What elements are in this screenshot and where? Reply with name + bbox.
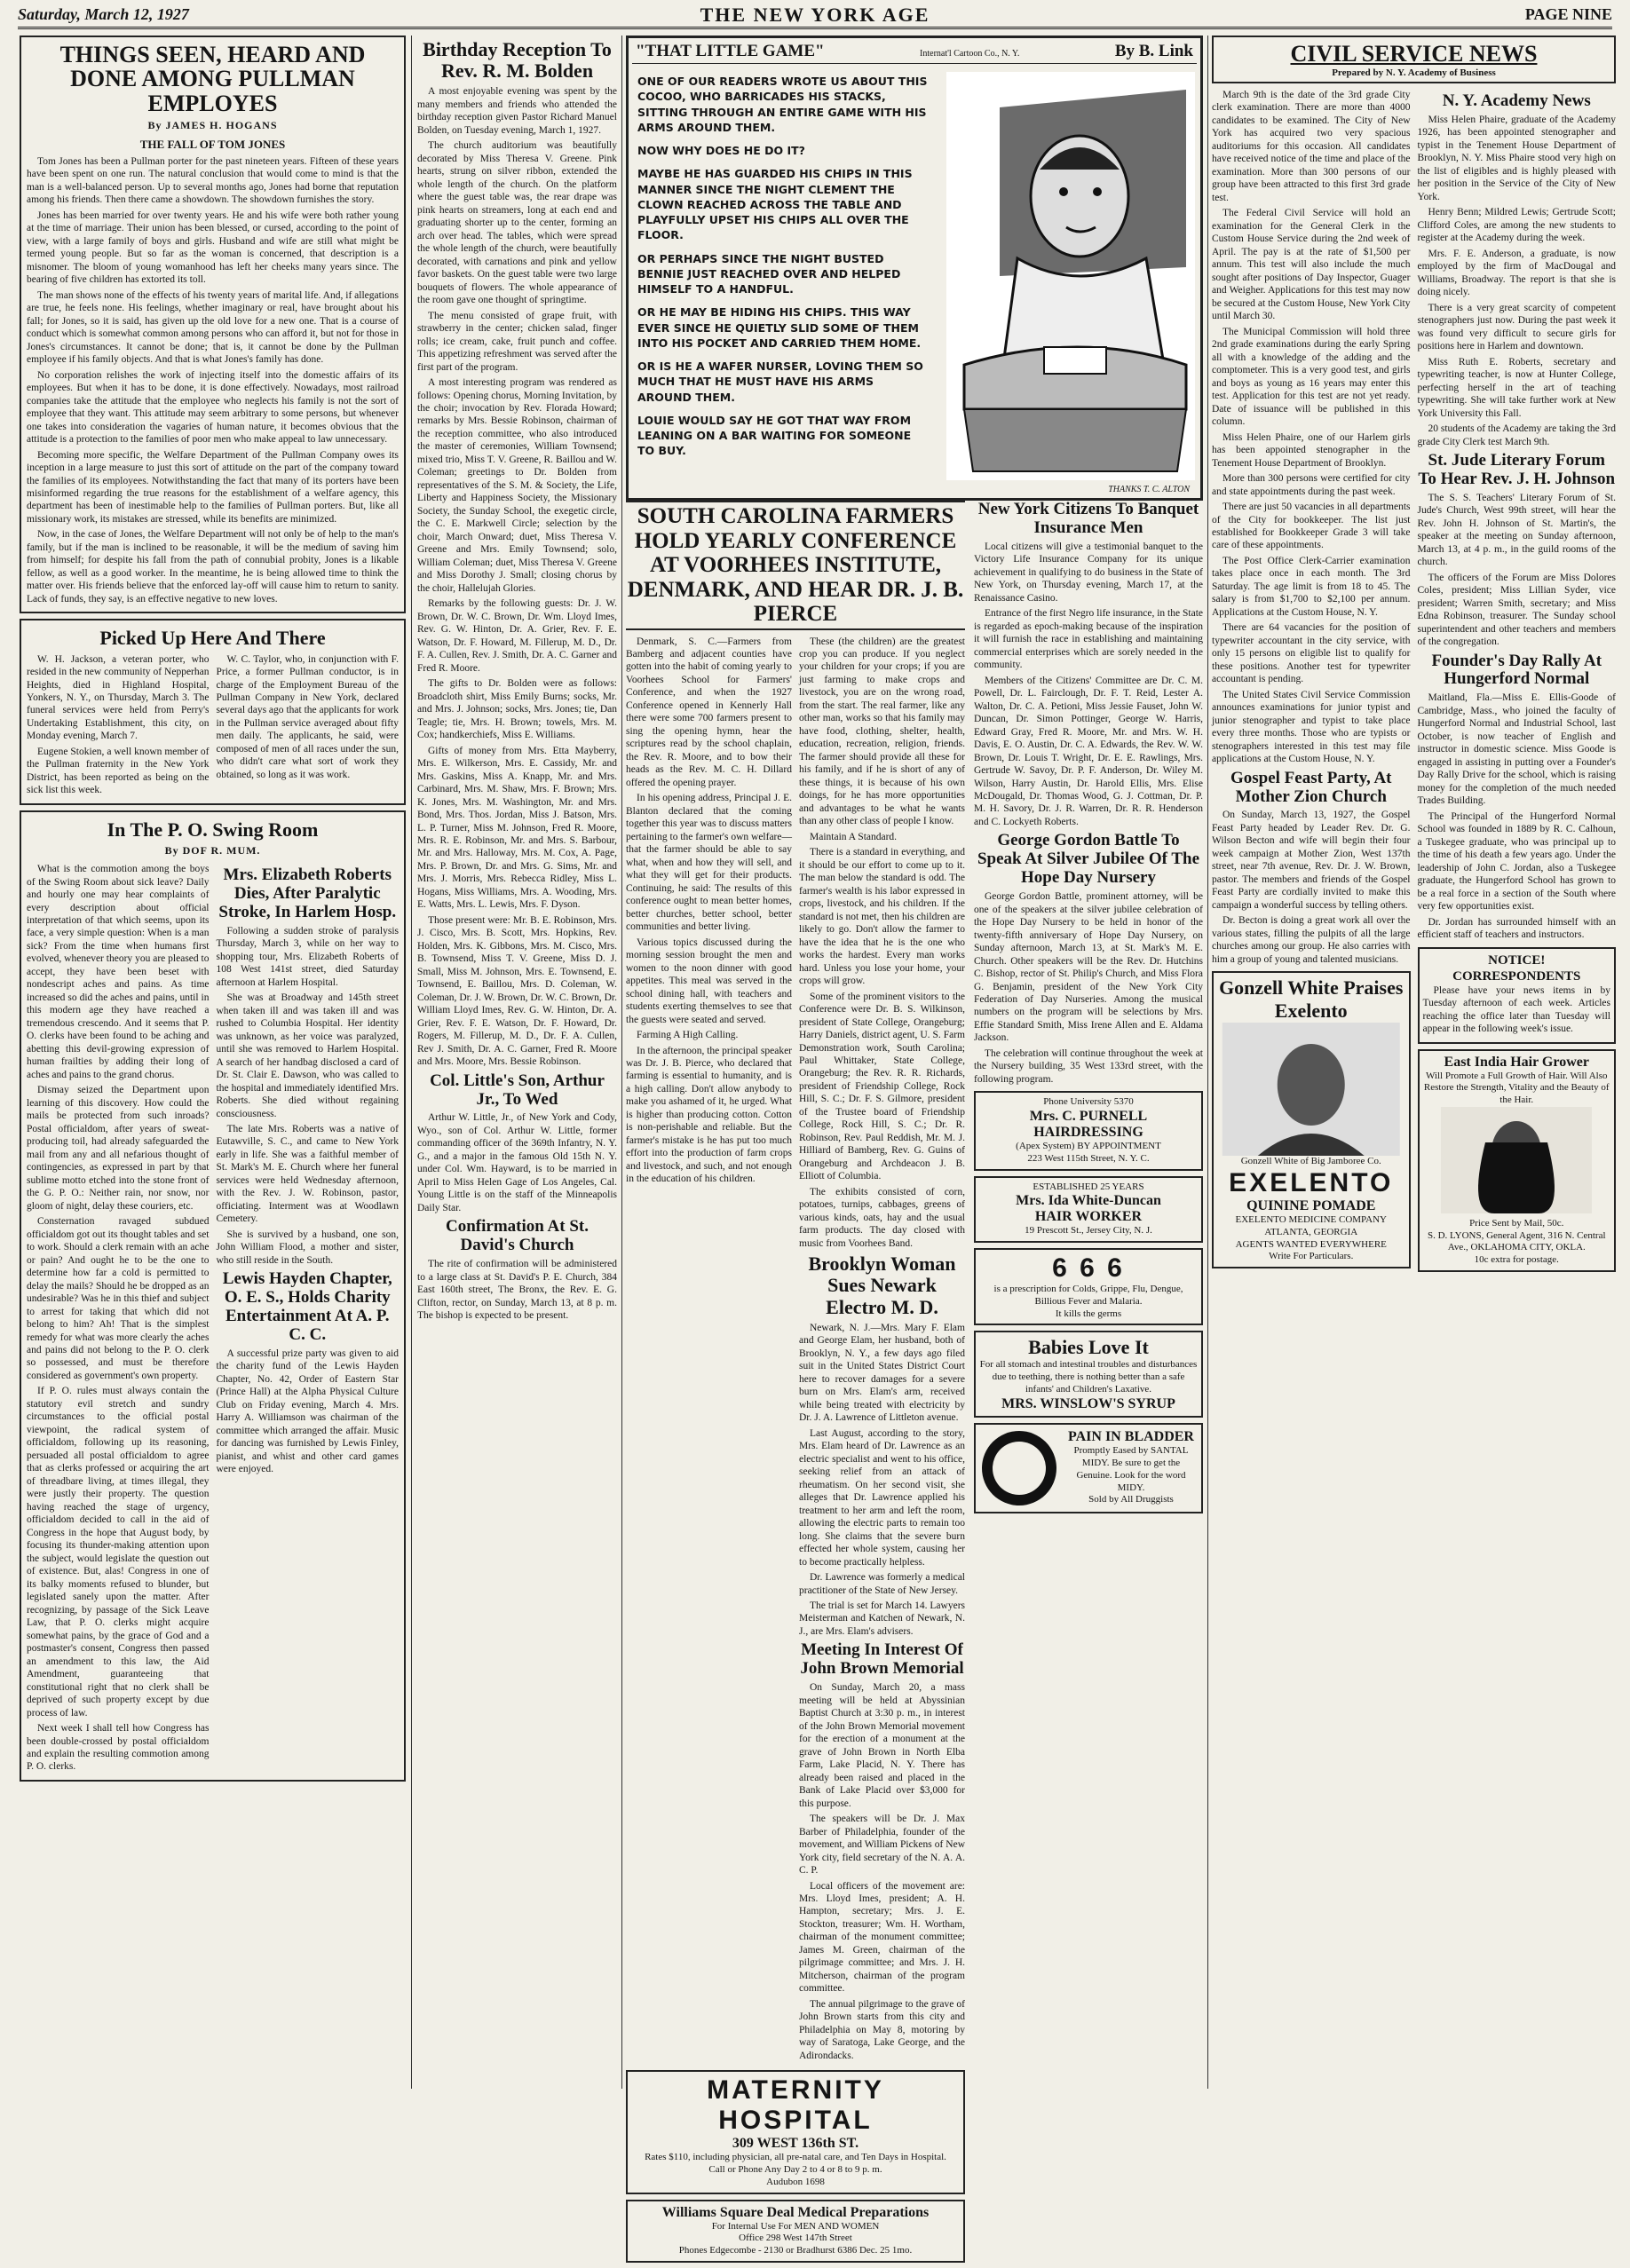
paragraph: Miss Helen Phaire, graduate of the Academy 1926, has been appointed stenographer and typist in the Tenement House Department of Brooklyn, N. Y. Miss Phaire stood very high on the list of eligibles and is highly pleased with her position in the Service of the City of New York. — [1417, 114, 1616, 202]
paragraph: Following a sudden stroke of paralysis Thursday, March 3, while on her way to shopping tour, Mrs. Elizabeth Roberts of 108 West 141st street, died Saturday afternoon at Harlem Hospital. — [216, 925, 399, 988]
ad-title: Williams Square Deal Medical Preparations — [661, 2204, 930, 2220]
santal-midy-ad — [974, 1423, 1203, 1513]
article-body — [1212, 809, 1411, 966]
article-headline: Lewis Hayden Chapter, O. E. S., Holds Charity Entertainment At A. P. C. C. — [222, 1269, 392, 1344]
paragraph: W. C. Taylor, who, in conjunction with F. Price, a former Pullman conductor, is in charge of the Employment Bureau of the Pullman Company in New York, declared several days ago that the applicants for work in the Pullman service averaged about fifty men daily. The applicants, he said, were composed of men of all races under the sun, who didn't care what sort of work they obtained, so long as it was work. — [216, 653, 399, 780]
paragraph: Dr. Jordan has surrounded himself with an efficient staff of teachers and instructors. — [1417, 916, 1616, 941]
article-headline: Confirmation At St. David's Church — [446, 1217, 589, 1255]
paragraph: On Sunday, March 20, a mass meeting will be held at Abyssinian Baptist Church at 3:30 p. m., in interest of the John Brown Memorial movement for the erection of a monument at the grave of John Brown in North Elba Farm, Lake Placid, N. Y. There has already been raised and placed in the Bank of Lake Placid over $3,000 for this purpose. — [799, 1682, 965, 1809]
ad-text: Promptly Eased by SANTAL MIDY. Be sure to get the Genuine. Look for the word MIDY. — [1073, 1445, 1189, 1493]
notice-text: Please have your news items in by Tuesday afternoon of each week. Articles reaching the office later than Tuesday will appear in the following week's issue. — [1422, 984, 1610, 1035]
ad-title: Mrs. Ida White-Duncan — [1016, 1193, 1161, 1209]
paragraph: Newark, N. J.—Mrs. Mary F. Elam and George Elam, her husband, both of Brooklyn, N. Y., a few days ago filed suit in the United States District Court here to recover damages for a severe burn on Mrs. Elam's arm, received while being treated with electricity by Dr. J. A. Lawrence of Littleton avenue. — [799, 1322, 965, 1424]
ad-address: 19 Prescott St., Jersey City, N. J. — [1025, 1225, 1152, 1237]
paragraph: The menu consisted of grape fruit, with strawberry in the center; chicken salad, finger rolls; ice cream, cake, fruit punch and coffee. This appetizing refreshment was served after the first part of the program. — [417, 310, 617, 373]
ad-phone: Phones Edgecombe - 2130 or Bradhurst 6386 Dec. 25 1mo. — [678, 2245, 913, 2256]
masthead — [18, 4, 1612, 29]
cartoon-caption: NOW WHY DOES HE DO IT? — [637, 144, 805, 157]
farmers-article — [626, 497, 965, 2268]
paragraph: The gifts to Dr. Bolden were as follows: Broadcloth shirt, Miss Emily Burns; socks, Mr. and Mrs. J. Johnson; socks, Mrs. Jones; tie, Dan Teagle; tie, Mrs. H. Brown; towels, Mrs. M. Cox; handkerchiefs, Miss E. Williams. — [417, 678, 617, 741]
paragraph: The annual pilgrimage to the grave of John Brown starts from this city and Philadelphia on May 8, motoring by way of Saratoga, Lake George, and the Adirondacks. — [799, 1998, 965, 2061]
article-body — [974, 541, 1203, 829]
article-body — [1418, 691, 1617, 941]
ad-trade: HAIRDRESSING — [1033, 1125, 1143, 1141]
paragraph: Miss Helen Phaire, one of our Harlem girls has been appointed stenographer in the Tenement House Department of Brooklyn. — [1212, 431, 1411, 469]
paragraph: A most interesting program was rendered as follows: Opening chorus, Morning Invitation, by the choir; invocation by Rev. Florada Howard; remarks by Mrs. Bessie Robinson, chairman of the reception committee, who also introduced the master of ceremonies, William Townsend; mixed trio, Miss T. V. Greene, R. Baillou and W. Coleman; greetings to Dr. Bolden from representatives of the S. M. & Society, the Life, Liberty and Happiness Society, the Missionary Society, the Sunday School, the exegetic circle, the C. E. Markwell Circle; selection by the choir, March Onward; duet, Miss Theresa V. Greene and Mrs. Emily Townsend; solo, William Coleman; duet, Miss Theresa V. Greene and Miss Dorothy J. Small; closing chorus by the choir, Hallelujah Glories. — [417, 377, 617, 594]
paragraph: In his opening address, Principal J. E. Blanton declared that the coming together this year was to discuss matters pertaining to the farmer's own welfare—that the farmer should be able to say what, when and how they will sell, and what they will get for their products. Continuing, he said: The results of this conference ought to mean better homes, better churches, better school, better communities and better living. — [626, 793, 792, 933]
article-headline: In The P. O. Swing Room — [107, 818, 319, 841]
paragraph: There is a very great scarcity of competent stenographers just now. During the past week it was found very difficult to secure girls for positions here in Harlem and downtown. — [1417, 302, 1616, 352]
paragraph: Remarks by the following guests: Dr. J. W. Brown, Dr. W. C. Brown, Dr. Wm. Lloyd Imes, Rev. G. W. Hinton, Dr. A. Grier, Rev. F. E. Watson, Dr. F. Howard, M. Fillerup, M. D., Dr. F. A. Cullen, Rev. J. Smith, Dr. A. C. Garner and Fred R. Moore. — [417, 598, 617, 674]
ad-text: AGENTS WANTED EVERYWHERE — [1235, 1238, 1387, 1250]
article-body — [417, 1258, 617, 1322]
column-left — [20, 36, 406, 2089]
gonzell-white-portrait — [1217, 1023, 1405, 1156]
article-headline: Founder's Day Rally At Hungerford Normal — [1431, 651, 1602, 689]
paragraph: Arthur W. Little, Jr., of New York and Cody, Wyo., son of Col. Arthur W. Little, former commanding officer of the 369th Infantry, N. Y. G., and a major in the famous Old 15th N. Y. under Col. Wm. Hayward, is to be married in April to Miss Helen Gage of Los Angeles, Cal. Young Little is on the staff of the Minneapolis Daily Star. — [417, 1112, 617, 1213]
purnell-hairdressing-ad — [974, 1091, 1203, 1170]
card-player-illustration — [946, 72, 1195, 480]
ad-trade: HAIR WORKER — [1034, 1209, 1143, 1225]
ad-brand: MRS. WINSLOW'S SYRUP — [1001, 1395, 1175, 1411]
paragraph: Tom Jones has been a Pullman porter for the past nineteen years. Fifteen of these years have been spent on one run. The natural conclusion that would come to mind is that the man is a well-balanced person. Up to several months ago, Jones had borne that reputation among his friends. Then there came a showdown. The showdown furnishes the story. — [27, 155, 399, 206]
paragraph: Consternation ravaged subdued officialdom got out its thought tables and set to work. Should a clerk remain with an ache or pain? And ought he to be the one to determine how far a cold is permitted to delay the mails? Should he be dropped as an undesirable? Was he in this thief and subject to arrest for taking that which did not belong to him? Ah! That is the simplest remedy for what was more clearly the aches and pains did not belong to the P. O. clerk so possessed, and must be therefore considered as government's own property. — [27, 1216, 210, 1381]
paragraph: Becoming more specific, the Welfare Department of the Pullman Company owes its inception in a large measure to just this sort of attitude on the part of the company toward the families of its employees. Notwithstanding the fact that many of its porters have been misinformed regarding the true reasons for the establishment of a welfare agency, this department has been of inestimable help to the families of Pullman porters. But, like all missionary work, its mistakes are stressed, while its benefits are minimized. — [27, 449, 399, 525]
santal-midy-logo — [979, 1428, 1059, 1508]
ad-text: is a prescription for Colds, Grippe, Flu, Dengue, Billious Fever and Malaria. — [993, 1284, 1183, 1307]
cartoon-title: "THAT LITTLE GAME" — [636, 42, 825, 60]
civil-service-header — [1212, 36, 1616, 83]
article-body — [417, 85, 617, 1068]
cartoon-caption: MAYBE HE HAS GUARDED HIS CHIPS IN THIS MANNER SINCE THE NIGHT CLEMENT THE CLOWN REACHED ACROSS THE TABLE AND PLAYFULLY UPSET HIS CHIPS ALL OVER THE FLOOR. — [637, 167, 913, 242]
cartoon-caption: LOUIE WOULD SAY HE GOT THAT WAY FROM LEANING ON A BAR WAITING FOR SOMEONE TO BUY. — [637, 413, 912, 458]
article-body — [1418, 492, 1617, 649]
paragraph: The Principal of the Hungerford Normal School was founded in 1889 by R. C. Calhoun, a Tuskegee graduate, who was principal up to the time of his death a few years ago. Under the leadership of John C. Jordan, also a Tuskegee graduate, the Hungerford School has grown to be a real force in a section of the South where very few opportunities exist. — [1417, 810, 1616, 913]
cartoon-caption: OR IS HE A WAFER NURSER, LOVING THEM SO MUCH THAT HE MUST HAVE HIS ARMS AROUND THEM. — [637, 360, 923, 404]
paragraph: No corporation relishes the work of injecting itself into the domestic affairs of its employees. But when it has to be done, it is done effectively. Nowadays, most railroad companies take the attitude that the employee who neglects his family is not the sort of employee that they want. This attitude may seem arbitrary to some persons, but whenever one takes into consideration the vagaries of human nature, it becomes obvious that the attitude is a protection to the families of poor men who make appeal to law unnecessary. — [27, 369, 399, 446]
cartoon-syndicate: Internat'l Cartoon Co., N. Y. — [920, 49, 1020, 59]
article-headline: New York Citizens To Banquet Insurance Men — [977, 500, 1199, 537]
ad-text: For Internal Use For MEN AND WOMEN — [711, 2220, 880, 2232]
ad-text: ESTABLISHED 25 YEARS — [1033, 1181, 1144, 1192]
center-block — [626, 36, 1203, 2256]
paragraph: There are 64 vacancies for the position of typewriter accountant in the city service, with only 15 persons on eligible list to qualify for these positions. Another test for typewriter accountant is pending. — [1212, 622, 1411, 685]
paragraph: The Federal Civil Service will hold an examination for the General Clerk in the Custom House Service during the 2nd week of April. The pay is at the rate of $1,500 per annum. This test will also include the much sought after positions of Day Inspector, Guager and Weigher. Applications for this test may now be secured at the Custom House, New York City until March 30. — [1212, 208, 1411, 322]
paragraph: Local officers of the movement are: Mrs. Lloyd Imes, president; A. H. Hampton, secretary; Mrs. J. E. Stockton, treasurer; Wm. H. Wortham, chairman of the monument committee; James M. Green, chairman of the pilgrimage committee; and Mrs. J. H. Mitcherson, chairman of the program committee. — [799, 1880, 965, 1995]
ad-phone: Audubon 1698 — [766, 2176, 825, 2187]
article-headline: SOUTH CAROLINA FARMERS HOLD YEARLY CONFERENCE AT VOORHEES INSTITUTE, DENMARK, AND HEAR DR. J. B. PIERCE — [627, 504, 964, 626]
article-body — [27, 155, 399, 605]
section-title: CIVIL SERVICE NEWS — [1290, 41, 1538, 67]
cartoon-credit: THANKS T. C. ALTON — [1108, 485, 1190, 494]
article-body — [27, 653, 399, 800]
paragraph: Members of the Citizens' Committee are Dr. C. M. Powell, Dr. L. Fairclough, Dr. F. T. Reid, Lester A. Walton, Dr. C. A. Petioni, Miss Jessie Fauset, John W. Duncan, Dr. Simon Pottinger, George W. Harris, Edward Gray, Fred R. Moore, Mr. and Mrs. W. H. Davis, E. O. Austin, Dr. C. A. Edwards, the Rev. W. W. Brown, Dr. Louis T. Wright, Dr. E. E. Rawlings, Mrs. Gertrude W. Savoy, Dr. P. F. Anderson, Dr. Wiley M. Wilson, Harry Austin, Dr. Harold Ellis, Mrs. Elise McDougald, Dr. Thomas Wood, G. J. Cottman, Dr. P. M. H. Savory, Dr. J. R. Warren, Dr. R. R. Henderson and C. Lockyeth Roberts. — [974, 675, 1203, 827]
column-right — [1212, 36, 1616, 2089]
paragraph: Dr. Lawrence was formerly a medical practitioner of the State of New Jersey. — [799, 1572, 965, 1596]
cartoon-captions — [637, 74, 930, 467]
civil-service-body — [1212, 89, 1411, 766]
paragraph: Those present were: Mr. B. E. Robinson, Mrs. J. Cisco, Mrs. B. Scott, Mrs. Hopkins, Rev. Holden, Mrs. K. Gibbons, Mrs. M. Cisco, Mrs. B. Townsend, Miss T. V. Greene, Miss D. J. Small, Miss M. Johnson, Mrs. E. Townsend, E. Townsend, E. Baillou, Mrs. D. Coleman, W. Coleman, Dr. J. W. Brown, Dr. W. C. Brown, Dr. William Lloyd Imes, Rev. G. W. Hinton, Dr. A. Grier, Rev. F. E. Watson, Dr. F. Howard, Dr. Rogers, M. Fillerup, M. D., Dr. F. A. Cullen, Rev J. Smith, Dr. A. C. Garner, Fred R. Moore and Mrs. Moore, Mrs. Bessie Robinson. — [417, 914, 617, 1068]
paragraph: The late Mrs. Roberts was a native of Eutawville, S. C., and came to New York early in life. She was a faithful member of St. Mark's M. E. Church where her funeral services were held Wednesday afternoon, with the Rev. J. W. Robinson, pastor, officiating. Interment was at Woodlawn Cemetery. — [216, 1124, 399, 1225]
article-headline: Mrs. Elizabeth Roberts Dies, After Paralytic Stroke, In Harlem Hosp. — [218, 865, 397, 921]
ad-text: S. D. LYONS, General Agent, 316 N. Central Ave., OKLAHOMA CITY, OKLA. — [1427, 1229, 1606, 1253]
paragraph: Local citizens will give a testimonial banquet to the Victory Life Insurance Company for its unique achievement in qualifying to do business in the State of New York, on Thursday evening, March 17, at the Renaissance Casino. — [974, 541, 1203, 604]
column-rule — [1207, 36, 1208, 2089]
ad-text: 10c extra for postage. — [1474, 1254, 1559, 1266]
ad-text: Will Promote a Full Growth of Hair. Will Also Restore the Strength, Vitality and the Beauty of the Hair. — [1423, 1070, 1610, 1106]
ad-price: Price Sent by Mail, 50c. — [1469, 1217, 1564, 1229]
article-headline: Col. Little's Son, Arthur Jr., To Wed — [430, 1071, 605, 1109]
paragraph: On Sunday, March 13, 1927, the Gospel Feast Party headed by Leader Rev. Dr. G. Wilson Becton and wife will begin their four week campaign at Mother Zion, West 137th street, near 7th avenue, Rev. Dr. J. W. Brown, pastor. The members and friends of the Gospel Feast Party are cordially invited to make this campaign a wonderful success by telling others. — [1212, 810, 1411, 911]
paragraph: She was at Broadway and 145th street when taken ill and was taken ill and was rushed to Columbia Hospital. Her identity was unknown, as her voice was paralyzed, until she was removed to Harlem Hospital. A search of her handbag disclosed a card of Dr. St. Clair E. Dawson, who was called to the hospital and immediately identified Mrs. Roberts. She died without regaining consciousness. — [216, 992, 399, 1119]
ad-text: Sold by All Druggists — [1088, 1494, 1174, 1505]
article-body — [27, 863, 210, 1776]
ad-address: 309 WEST 136th ST. — [732, 2136, 859, 2152]
paragraph: W. H. Jackson, a veteran porter, who resided in the new community of Nepperhan Heights, died in Highland Hospital, Yonkers, N. Y., on Thursday, March 3. The funeral services were held from Perry's Undertaking Establishment, this city, on Monday evening, March 7. — [27, 653, 210, 742]
exelento-ad — [1212, 971, 1411, 1268]
swing-room-article — [20, 810, 406, 1782]
ad-phone: Phone University 5370 — [1043, 1096, 1134, 1108]
paragraph: The man shows none of the effects of his twenty years of marital life. And, if allegations are true, he feels none. His feelings, whether imaginary or real, have brought about his fall; for Jones, so it is said, has given up the old love for a new one. That is a course of conduct which is somewhat common among persons who can afford it, but not for those in Jones's circumstances. It cannot be done; that is, it cannot be done by the Pullman employee if his family objects. And that is what Jones's family has done. — [27, 289, 399, 366]
page-number: PAGE NINE — [1524, 5, 1612, 23]
ad-product: QUININE POMADE — [1246, 1198, 1376, 1214]
article-body — [799, 636, 965, 1251]
byline: By DOF R. MUM. — [164, 844, 261, 857]
paragraph: The exhibits consisted of corn, potatoes, turnips, cabbages, greens of various kinds, oats, hay and the usual farm products. The day closed with music from Voorhees Band. — [799, 1186, 965, 1249]
paragraph: Farming A High Calling. — [637, 1030, 739, 1041]
paragraph: These (the children) are the greatest crop you can produce. If you neglect your children for your crops; if you are just farming to make crops and livestock, you are on the wrong road, from the start. The real farmer, like any other man, works so that his family may have food, clothing, shelter, health, education, recreation, religion, friends. The farmer should provide all these for his family, and if he is short of any of these things, it is because of his own doings, for he has more opportunities and advantages to be what he wants than any other class of people I know. — [799, 636, 965, 827]
article-headline: Meeting In Interest Of John Brown Memorial — [800, 1640, 964, 1679]
woman-portrait — [1441, 1107, 1592, 1213]
duncan-hair-ad — [974, 1176, 1203, 1244]
picked-up-article — [20, 619, 406, 805]
paragraph: Denmark, S. C.—Farmers from Bamberg and adjacent counties have gotten into the habit of coming yearly to Voorhees School for Farmers' Conference, and when the 1927 Conference opened in Kennerly Hall there were some 700 farmers present to sing the opening hymn, hear the scriptures read by the school chaplain, the Rev. R. Moore, and to bow their heads as the Rev. M. C. H. Dillard offered the opening prayer. — [626, 636, 792, 788]
paragraph: There is a standard in everything, and it should be our effort to come up to it. The man below the standard is odd. The farmer's wealth is his labor expressed in crops, livestock, and his children. If the standard is not met, then his children are likely to go. Don't allow the farmer to have the idea that he is the one who works the hardest. Every man works hard. Unless you lose your home, your crops will grow. — [799, 847, 965, 987]
cartoon-panel — [626, 36, 1203, 501]
byline: By JAMES H. HOGANS — [147, 118, 278, 131]
paragraph: A successful prize party was given to aid the charity fund of the Lewis Hayden Chapter, No. 42, Order of Eastern Star (Prince Hall) at the Alpha Physical Culture Club on Friday evening, March 4. Mrs. Harry A. Williamson was chairman of the committee which arranged the affair. Music for dancing was furnished by Lewis Finley, pianist, and whist and other card games were enjoyed. — [216, 1347, 399, 1475]
cartoon-caption: OR PERHAPS SINCE THE NIGHT BUSTED BENNIE JUST REACHED OVER AND HELPED HIMSELF TO A HANDFUL. — [637, 251, 901, 296]
article-body — [974, 890, 1203, 1086]
paragraph: If P. O. rules must always contain the statutory evil stretch and sundry circumstances to the official postal viewpoint, the radical system of officialdom, following up its reasoning, persuaded all postal officialdom to agree that as clerks professed or acquiring the art of threadbare living, at times illegal, they were justly their property. The question having reached the stage of urgency, officialdom decided to call in the aid of Congress in the hope that August body, by focusing its thunder-making attention upon the subject, would legislate the question out of existence. But, alas! Congress in one of its balky moments refused to blunder, but legislated sanely upon the matter. After recognizing, by passage of the Sick Leave Law, that P. O. clerks might acquire somewhat pains, by the grace of God and a postmaster's consent, Congress then passed an amendment to this law, the Aid Amendment, guaranteeing that constitutional right that no clerk shall be deprived of such property except by due process of law. — [27, 1386, 210, 1719]
article-headline: St. Jude Literary Forum To Hear Rev. J. H. Johnson — [1418, 451, 1616, 488]
paragraph: The trial is set for March 14. Lawyers Meisterman and Katchen of Newark, N. J., are Mrs. Elam's advisers. — [799, 1600, 965, 1637]
newspaper-title: THE NEW YORK AGE — [700, 4, 930, 26]
paragraph: Entrance of the first Negro life insurance, in the State is regarded as epoch-making because of the inspiration it will furnish the race in establishing and maintaining commercial enterprises which are sorely needed in the community. — [974, 608, 1203, 671]
ad-address: 223 West 115th Street, N. Y. C. — [1027, 1152, 1150, 1164]
paragraph: The Post Office Clerk-Carrier examination takes place once in each month. The 3rd Saturday. The age limit is from 18 to 45. The salary is from $1,700 to $2,100 per annum. Applications at the Custom House, N. Y. — [1212, 555, 1411, 618]
subhead: THE FALL OF TOM JONES — [139, 137, 286, 151]
paragraph: She is survived by a husband, one son, John William Flood, a mother and sister, who still reside in the South. — [216, 1229, 399, 1266]
article-body — [217, 925, 400, 1268]
paragraph: What is the commotion among the boys of the Swing Room about sick leave? Daily and hourly one may hear complaints of every description about official interpretation of that which seems, upon its face, a very simple question: When is a man sick? From the time when humans first evolved, whenever theory you are pleased to accept, they have been beset with nondescript aches and pains. As time increased so did the aches and pains, until in this modern age they have reached a tremendous crescendo. And it seems that P. O. clerks have been found to be aching and abetting this devil-growing expression of human frailties by adding their long of aches and pains to the grand chorus. — [27, 864, 210, 1080]
paragraph: Gifts of money from Mrs. Etta Mayberry, Mrs. E. Wilkerson, Mrs. E. Cassidy, Mr. and Mrs. Gaskins, Miss A. Knapp, Mr. and Mrs. Carbinard, Mrs. M. Shaw, Mrs. F. Brown; Mrs. K. Jones, Mrs. M. Washington, Mr. and Mrs. Bond, Mrs. Thos. Jordan, Miss J. Batson, Mrs. L. P. Turner, Miss M. Johnson, Fred R. Moore, Mrs. R. E. Robinson, Mr. and Mrs. S. Barbour, Mr. and Mrs. Halloway, Mrs. M. Cox, A. Page, Mrs. P. Brown, Dr. and Mrs. G. Sims, Mr. and Mrs. J. Morris, Mrs. Rebecca Ridley, Miss L. Hogans, Miss Williams, Mrs. A. Wooding, Mrs. E. Watts, Mrs. L. Lewis, Mrs. F. Dyson. — [417, 745, 617, 911]
paragraph: Mrs. F. E. Anderson, a graduate, is now employed by the firm of MacDougal and Williams, Broadway. The report is that she is doing nicely. — [1417, 248, 1616, 298]
issue-date: Saturday, March 12, 1927 — [18, 5, 189, 23]
paragraph: Now, in the case of Jones, the Welfare Department will not only be of help to the man's family, but if the man is inclined to be reasonable, it will be the medium of saving him from himself; for despite his fall from the path of connubial probity, Jones is a likable fellow, as well as a good worker. In the meantime, he is being allowed time to think the matter over. His friends believe that the enforced lay-off will cause him to return to sanity. Lack of funds, they say, is an effective negative to new loves. — [27, 529, 399, 605]
paragraph: Jones has been married for over twenty years. He and his wife were both rather young at the time of marriage. Their union has been blessed, or cursed, according to the point of view, with a large family of boys and girls. Husband and wife are still what might be termed young people. But so far as the woman is concerned, that description is a misnomer. The bloom of young womanhood has left her cheeks many years since. The bearing of five children has extorted its toll. — [27, 209, 399, 286]
section-credit: Prepared by N. Y. Academy of Business — [1332, 67, 1496, 78]
paragraph: In the afternoon, the principal speaker was Dr. J. B. Pierce, who declared that farming is essential to humanity, and is a high calling. Don't allow anybody to make you ashamed of it, he urged. What is higher than producing cotton. Cotton is non-perishable and reliable. But the farmer's mistake is he has put too much effort into the production of farm crops and livestock, and such, and not enough in the education of his children. — [626, 1045, 792, 1185]
ad-brand: EXELENTO — [1229, 1168, 1394, 1198]
article-headline: N. Y. Academy News — [1442, 91, 1591, 110]
article-body — [417, 1111, 617, 1214]
column-rule — [411, 36, 412, 2089]
article-body — [799, 1322, 965, 1639]
article-body — [626, 636, 792, 2066]
paragraph: 20 students of the Academy are taking the 3rd grade City Clerk test March 9th. — [1417, 423, 1616, 447]
paragraph: The S. S. Teachers' Literary Forum of St. Jude's Church, West 99th street, will hear the Rev. John H. Johnson of St. Martin's, the speaker at the meeting on Sunday afternoon, March 13, at 4 p. m., in the guild rooms of the church. — [1417, 492, 1616, 568]
ad-text: It kills the germs — [1055, 1308, 1122, 1319]
paragraph: Eugene Stokien, a well known member of the Pullman fraternity in the New York District, has been reported as being on the sick list this week. — [27, 746, 210, 796]
article-body — [799, 1681, 965, 2062]
paragraph: The rite of confirmation will be administered to a large class at St. David's P. E. Church, 384 East 160th street, The Bronx, the Rev. E. G. Clifton, rector, on Sunday, March 13, at 8 p. m. The bishop is expected to be present. — [417, 1259, 617, 1322]
666-ad — [974, 1248, 1203, 1325]
ad-title: MATERNITY HOSPITAL — [707, 2075, 884, 2136]
article-body — [1418, 114, 1617, 448]
ad-text: Call or Phone Any Day 2 to 4 or 8 to 9 p. m. — [708, 2164, 882, 2176]
ad-text: EXELENTO MEDICINE COMPANY — [1235, 1214, 1387, 1226]
ad-text: Office 298 West 147th Street — [739, 2232, 852, 2244]
paragraph: The United States Civil Service Commission announces examinations for junior typist and junior stenographer and typist to take place every three months. Those who are typists or stenographers interested in this test may file applications at the Custom House, N. Y. — [1212, 689, 1411, 765]
pullman-article — [20, 36, 406, 613]
paragraph: Maitland, Fla.—Miss E. Ellis-Goode of Cambridge, Mass., who joined the faculty of Hungerford Normal and Industrial School, last October, is now teacher of English and instructor in domestic science. Miss Goode is engaged in assisting in putting over a Founder's Day Rally Drive for the school, which is raising money for the completion of the much needed Trades Building. — [1417, 692, 1616, 807]
column-rule — [621, 36, 622, 2089]
paragraph: A most enjoyable evening was spent by the many members and friends who attended the birthday reception given Pastor Richard Manuel Bolden, on Tuesday evening, March 1, 1927. — [417, 86, 617, 136]
paragraph: March 9th is the date of the 3rd grade City clerk examination. There are more than 4000 candidates to be examined. The City of New York has acquired two very spacious auditoriums for this occasion. All candidates have received notice of the time and place of the examination. More than 300 persons of our group have been attracted to this first 3rd grade test. — [1212, 90, 1411, 203]
ad-caption: Gonzell White of Big Jamboree Co. — [1240, 1156, 1381, 1167]
article-headline: Brooklyn Woman Sues Newark Electro M. D. — [808, 1253, 956, 1318]
paragraph: George Gordon Battle, prominent attorney, will be one of the speakers at the silver jubilee celebration of the Hope Day Nursery to be held in honor of the twenty-fifth anniversary of Hope Day Nursery, on Sunday afternoon, March 13, at St. Mark's M. E. Church. Other speakers will be the Rev. Dr. Hutchins C. Bishop, rector of St. Philip's Church, and Miss Flora G. Benjamin, president of the New York City Federation of Day Nurseries. Among the musical numbers on the program will be selections by Mrs. Effie Standard Smith, Miss Irene Allen and E. Aldama Jackson. — [974, 891, 1203, 1044]
paragraph: The church auditorium was beautifully decorated by Miss Theresa V. Greene. Pink hearts, strung on silver ribbon, extended the whole length of the church. On the platform where the guest table was, the rear drape was pink hearts on streamers, long at each end and graduating shorter up to the center, forming an arch over head. The tables, which were spread the whole length of the church, were beautifully decorated, with carnations and pink and yellow favor baskets. On the guest table were two large bouquets of flowers. The whole appearance of the room gave one thought of springtime. — [417, 140, 617, 306]
paragraph: The Municipal Commission will hold three 2nd grade examinations during the early Spring all with a knowledge of the adding and the comptometer. This is a very good test, and girls and boys as young as 16 years may enter this test. Application for this test are not yet ready. Date of issuance will be published in this column. — [1212, 326, 1411, 428]
paragraph: Dismay seized the Department upon learning of this discovery. How could the mails be protected from such inroads? Postal officialdom, after years of sweat-producing toil, had already safeguarded the mail from any and all nefarious thought of contingencies, as expressed in part by that sublime motto etched into the stone front of the G. P. O.: Neither rain, nor snow, nor gloom of night, delay these couriers, etc. — [27, 1085, 210, 1212]
cartoon-author: By B. Link — [1114, 42, 1193, 60]
ad-text: Rates $110, including physician, all pre-natal care, and Ten Days in Hospital. — [645, 2152, 946, 2163]
center-right-stack — [974, 497, 1203, 1519]
paragraph: Miss Ruth E. Roberts, secretary and typewriting teacher, is now at Hunter College, perfecting herself in the art of teaching typewriting. She will take further work at New York University this Fall. — [1417, 356, 1616, 419]
paragraph: Next week I shall tell how Congress has been double-crossed by postal officialdom and explain the resulting commotion among P. O. clerks. — [27, 1723, 210, 1773]
correspondents-notice — [1418, 947, 1617, 1044]
paragraph: Henry Benn; Mildred Lewis; Gertrude Scott; Clifford Coles, are among the new students to register at the Academy during the week. — [1417, 207, 1616, 244]
ad-title: Babies Love It — [1028, 1336, 1149, 1359]
paragraph: Dr. Becton is doing a great work all over the various states, filling the pulpits of all the large churches among our group. He also carries with him a group of young and talented musicians. — [1212, 915, 1411, 965]
article-headline: THINGS SEEN, HEARD AND DONE AMONG PULLMAN EMPLOYES — [59, 42, 366, 116]
article-headline: Birthday Reception To Rev. R. M. Bolden — [423, 38, 612, 83]
paragraph: Maintain A Standard. — [810, 831, 898, 842]
column-second — [417, 36, 617, 2089]
ad-title: Gonzell White Praises Exelento — [1219, 976, 1404, 1023]
paragraph: There are just 50 vacancies in all departments of the City for bookkeeper. The list just established for Bookkeeper Grade 3 will take care of these appointments. — [1212, 502, 1411, 551]
paragraph: The celebration will continue throughout the week at the Nursery building, 35 West 133rd street, with the following program. — [974, 1047, 1203, 1085]
article-body — [217, 1347, 400, 1476]
ad-title: PAIN IN BLADDER — [1068, 1429, 1194, 1445]
maternity-hospital-ad — [626, 2070, 965, 2193]
cartoon-caption: OR HE MAY BE HIDING HIS CHIPS. THIS WAY EVER SINCE HE QUIETLY SLID SOME OF THEM INTO HIS POCKET AND CARRIED THEM HOME. — [637, 305, 922, 350]
article-headline: George Gordon Battle To Speak At Silver Jubilee Of The Hope Day Nursery — [977, 831, 1200, 888]
paragraph: Some of the prominent visitors to the Conference were Dr. B. S. Wilkinson, president of State College, Orangeburg; Harry Daniels, district agent, U. S. Farm Demonstration work, South Carolina; Paul Whittaker, State College, Orangeburg; the Rev. R. R. Richards, president of Friendship College, Rock Hill, S. C.; Dr. F. S. Gilmore, president of the Trustee board of Friendship College, Rock Hill, S. C.; Dr. R. Robinson, Rev. Paul Reddish, Mr. M. J. Hilliard of Bamberg, Rev. G. Guins of Orangeburg and Archdeacon J. B. Elliott of Columbia. — [799, 991, 965, 1182]
paragraph: The speakers will be Dr. J. Max Barber of Philadelphia, founder of the movement, and William Pickens of New York city, field secretary of the N. A. A. C. P. — [799, 1814, 965, 1877]
east-india-hair-ad — [1418, 1049, 1617, 1272]
article-headline: Picked Up Here And There — [99, 627, 326, 650]
paragraph: The officers of the Forum are Miss Dolores Coles, president; Miss Lillian Syder, vice president; Warren Smith, secretary; and Miss Edna Robinson, treasurer. The Sunday school superintendent and other teachers and members of the congregation. — [1417, 572, 1616, 648]
williams-medical-ad — [626, 2200, 965, 2263]
ad-text: Write For Particulars. — [1269, 1251, 1354, 1262]
paragraph: More than 300 persons were certified for city and state appointments during the past week. — [1212, 473, 1411, 497]
paragraph: Last August, according to the story, Mrs. Elam heard of Dr. Lawrence as an electric specialist and went to his office, seeking relief from an attack of rheumatism. On her second visit, she alleges that Dr. Lawrence applied his treatment to her arm and left the room, allowing the electric parts to remain too long. She claims that the severe burn effected her whole system, causing her to become practically helpless. — [799, 1427, 965, 1568]
article-headline: Gospel Feast Party, At Mother Zion Church — [1230, 768, 1392, 806]
ad-text: (Apex System) BY APPOINTMENT — [1016, 1141, 1161, 1152]
ad-title: 6 6 6 — [1052, 1253, 1125, 1284]
notice-title: NOTICE! CORRESPONDENTS — [1452, 952, 1581, 984]
ad-title: Mrs. C. PURNELL — [1029, 1109, 1148, 1125]
ad-title: East India Hair Grower — [1444, 1054, 1589, 1070]
paragraph: Various topics discussed during the morning session brought the men and women to the noon dinner with good appetites. This meal was served in the school dining hall, with teachers and students exerting themselves to see that the guests were seated and served. — [626, 936, 792, 1025]
babies-love-it-ad — [974, 1331, 1203, 1417]
cartoon-caption: ONE OF OUR READERS WROTE US ABOUT THIS COCOO, WHO BARRICADES HIS STACKS, SITTING THROUGH AN ENTIRE GAME WITH HIS ARMS AROUND THEM. — [637, 75, 928, 134]
ad-text: For all stomach and intestinal troubles and disturbances due to teething, there is nothing better than a safe infants' and Children's Laxative. — [979, 1359, 1198, 1395]
ad-text: ATLANTA, GEORGIA — [1264, 1226, 1358, 1237]
